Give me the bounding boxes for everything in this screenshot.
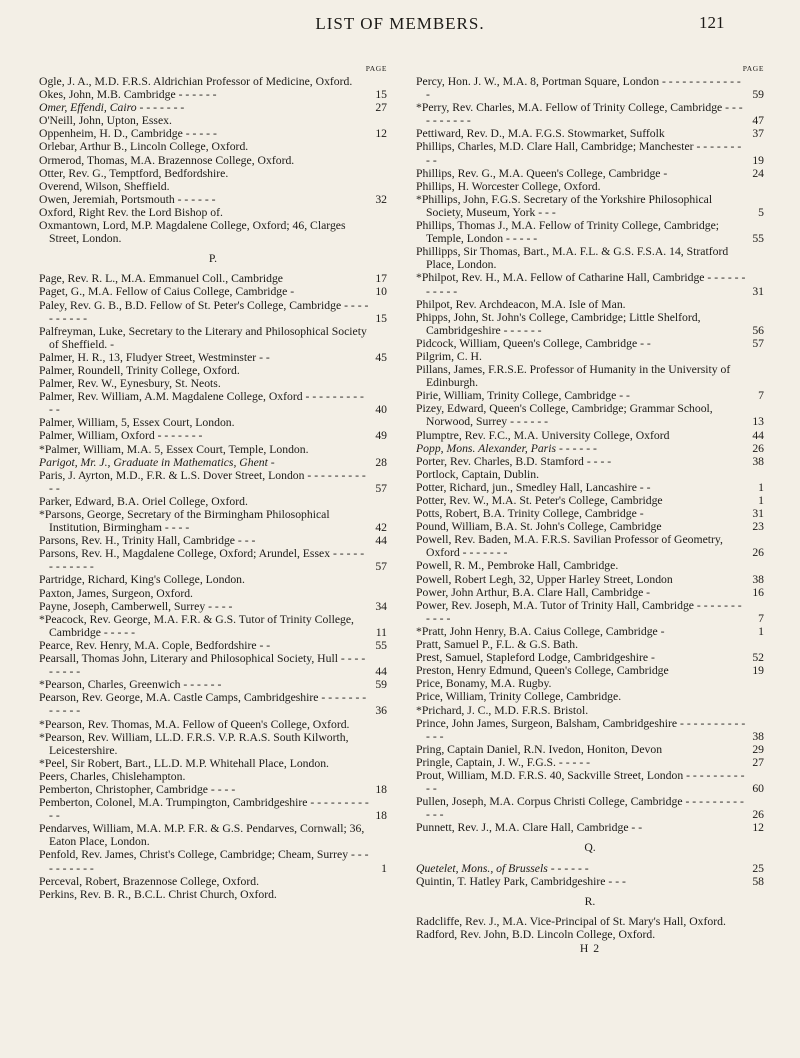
page-reference: 31 xyxy=(752,507,764,521)
page-reference: 44 xyxy=(375,534,387,548)
member-entry xyxy=(39,429,387,442)
member-name: Radford, Rev. John, B.D. Lincoln College, Oxford. xyxy=(416,927,656,941)
page-reference: 23 xyxy=(752,520,764,534)
member-name: Palmer, Roundell, Trinity College, Oxford. xyxy=(39,363,240,377)
page-reference: 40 xyxy=(375,403,387,417)
member-entry xyxy=(416,651,764,664)
member-name: Palmer, William, 5, Essex Court, London. xyxy=(39,416,235,430)
page-reference: 25 xyxy=(752,861,764,875)
member-entry xyxy=(39,822,387,848)
page-reference: 15 xyxy=(375,311,387,325)
page-reference: 12 xyxy=(752,821,764,835)
page-reference: 47 xyxy=(752,114,764,128)
member-entry xyxy=(39,140,387,153)
page-reference: 19 xyxy=(752,664,764,678)
member-name: Oppenheim, H. D., Cambridge - - - - - xyxy=(39,127,217,141)
page-reference: 7 xyxy=(758,389,764,403)
member-name: *Prichard, J. C., M.D. F.R.S. Bristol. xyxy=(416,703,589,717)
member-entry xyxy=(39,770,387,783)
member-name: Punnett, Rev. J., M.A. Clare Hall, Cambridge - - xyxy=(416,821,643,835)
member-name: Pemberton, Christopher, Cambridge - - - - xyxy=(39,782,236,796)
page-reference: 26 xyxy=(752,441,764,455)
section-letter: P. xyxy=(208,252,218,266)
member-name: Palmer, H. R., 13, Fludyer Street, Westminster - - xyxy=(39,350,270,364)
member-entry xyxy=(416,586,764,599)
member-name: Pendarves, William, M.A. M.P. F.R. & G.S. Pendarves, Cornwall; 36, Eaton Place, London. xyxy=(39,822,365,849)
member-entry xyxy=(416,337,764,350)
member-entry xyxy=(416,494,764,507)
member-entry xyxy=(39,587,387,600)
member-name: Ogle, J. A., M.D. F.R.S. Aldrichian Professor of Medicine, Oxford. xyxy=(39,75,353,88)
member-name: Orlebar, Arthur B., Lincoln College, Oxford. xyxy=(39,140,249,154)
page-reference: 18 xyxy=(375,782,387,796)
member-entry xyxy=(39,219,387,245)
member-entry xyxy=(416,507,764,520)
member-entry xyxy=(416,520,764,533)
member-name: Parigot, Mr. J., Graduate in Mathematics, Ghent - xyxy=(39,455,275,469)
member-name: Prince, John James, Surgeon, Balsham, Cambridgeshire - - - - - - - - - - - - - xyxy=(416,716,746,743)
member-entry xyxy=(416,625,764,638)
page-reference: 28 xyxy=(375,455,387,469)
member-entry xyxy=(416,638,764,651)
member-name: Parker, Edward, B.A. Oriel College, Oxford. xyxy=(39,494,248,508)
page-reference: 49 xyxy=(375,429,387,443)
member-entry xyxy=(416,75,764,101)
member-entry xyxy=(39,351,387,364)
page-reference: 56 xyxy=(752,323,764,337)
member-name: *Perry, Rev. Charles, M.A. Fellow of Trinity College, Cambridge - - - - - - - - - - xyxy=(416,101,743,128)
member-entry xyxy=(416,363,764,389)
member-entry xyxy=(416,599,764,625)
page-reference: 26 xyxy=(752,808,764,822)
page-reference: 10 xyxy=(375,285,387,299)
member-name: Pillans, James, F.R.S.E. Professor of Humanity in the University of Edinburgh. xyxy=(416,363,731,390)
member-entry xyxy=(39,783,387,796)
member-entry xyxy=(416,677,764,690)
member-name: Quintin, T. Hatley Park, Cambridgeshire - - - xyxy=(416,874,626,888)
member-entry xyxy=(416,442,764,455)
member-entry xyxy=(39,718,387,731)
member-name: Phillipps, Sir Thomas, Bart., M.A. F.L. & G.S. F.S.A. 14, Stratford Place, London. xyxy=(416,245,729,272)
member-entry xyxy=(39,495,387,508)
page-reference: 13 xyxy=(752,415,764,429)
member-entry xyxy=(416,533,764,559)
member-name: *Palmer, William, M.A. 5, Essex Court, Temple, London. xyxy=(39,442,309,456)
member-name: Philpot, Rev. Archdeacon, M.A. Isle of Man. xyxy=(416,297,626,311)
member-entry xyxy=(39,600,387,613)
member-entry xyxy=(39,848,387,874)
page-reference: 60 xyxy=(752,782,764,796)
member-name: Quetelet, Mons., of Brussels - - - - - - xyxy=(416,861,589,875)
member-entry xyxy=(39,193,387,206)
member-name: Phillips, Thomas J., M.A. Fellow of Trinity College, Cambridge; Temple, London - - - - - xyxy=(416,219,720,246)
member-entry xyxy=(39,508,387,534)
member-entry xyxy=(39,652,387,678)
member-name: *Pearson, Charles, Greenwich - - - - - - xyxy=(39,678,222,692)
member-name: Popp, Mons. Alexander, Paris - - - - - - xyxy=(416,441,597,455)
page-reference: 38 xyxy=(752,572,764,586)
member-entry xyxy=(416,756,764,769)
member-name: Perkins, Rev. B. R., B.C.L. Christ Church, Oxford. xyxy=(39,887,277,901)
member-name: Powell, Rev. Baden, M.A. F.R.S. Savilian Professor of Geometry, Oxford - - - - - - - xyxy=(416,533,723,560)
member-entry xyxy=(39,888,387,901)
member-name: Potter, Rev. W., M.A. St. Peter's College, Cambridge xyxy=(416,494,663,507)
page-reference: 19 xyxy=(752,153,764,167)
member-name: Otter, Rev. G., Temptford, Bedfordshire. xyxy=(39,166,229,180)
member-entry xyxy=(39,691,387,717)
member-entry xyxy=(416,704,764,717)
member-name: Okes, John, M.B. Cambridge - - - - - - xyxy=(39,88,217,102)
member-name: Potter, Richard, jun., Smedley Hall, Lancashire - - xyxy=(416,480,651,494)
member-entry xyxy=(416,350,764,363)
member-name: Palfreyman, Luke, Secretary to the Literary and Philosophical Society of Sheffield. - xyxy=(39,324,367,351)
member-entry xyxy=(416,271,764,297)
member-entry xyxy=(39,390,387,416)
page-reference: 17 xyxy=(375,272,387,286)
page-reference: 5 xyxy=(758,205,764,219)
member-entry xyxy=(39,757,387,770)
page-reference: 34 xyxy=(375,599,387,613)
page-reference: 15 xyxy=(375,88,387,102)
page-reference: 58 xyxy=(752,874,764,888)
member-entry xyxy=(416,875,764,888)
page-reference: 1 xyxy=(758,480,764,494)
member-name: Omer, Effendi, Cairo - - - - - - - xyxy=(39,101,185,115)
member-name: Perceval, Robert, Brazennose College, Oxford. xyxy=(39,874,260,888)
page-reference: 45 xyxy=(375,350,387,364)
page-reference: 1 xyxy=(758,624,764,638)
page-reference: 42 xyxy=(375,521,387,535)
member-entry xyxy=(39,377,387,390)
member-name: Paget, G., M.A. Fellow of Caius College, Cambridge - xyxy=(39,285,295,299)
member-entry xyxy=(416,455,764,468)
member-entry xyxy=(416,915,764,928)
member-name: Percy, Hon. J. W., M.A. 8, Portman Square, London - - - - - - - - - - - - - xyxy=(416,75,741,102)
page-reference: 12 xyxy=(375,127,387,141)
member-entry xyxy=(39,167,387,180)
member-name: *Philpot, Rev. H., M.A. Fellow of Catharine Hall, Cambridge - - - - - - - - - - - xyxy=(416,271,746,298)
page-reference: 24 xyxy=(752,166,764,180)
page-reference: 1 xyxy=(381,861,387,875)
member-entry xyxy=(416,769,764,795)
member-name: Ormerod, Thomas, M.A. Brazennose College, Oxford. xyxy=(39,153,295,167)
member-entry xyxy=(39,88,387,101)
page-header xyxy=(0,8,800,34)
page-reference: 11 xyxy=(375,625,387,639)
member-entry xyxy=(39,75,387,88)
member-entry xyxy=(39,639,387,652)
page-reference: 57 xyxy=(375,481,387,495)
member-name: Porter, Rev. Charles, B.D. Stamford - - - - xyxy=(416,454,612,468)
member-entry xyxy=(39,875,387,888)
member-name: Pearsall, Thomas John, Literary and Philosophical Society, Hull - - - - - - - - - xyxy=(39,652,366,679)
member-entry xyxy=(416,311,764,337)
member-name: Phillips, Charles, M.D. Clare Hall, Cambridge; Manchester - - - - - - - - - xyxy=(416,140,742,167)
member-name: Overend, Wilson, Sheffield. xyxy=(39,179,170,193)
page-reference: 57 xyxy=(752,336,764,350)
member-name: Pring, Captain Daniel, R.N. Ivedon, Honiton, Devon xyxy=(416,742,663,756)
page-reference: 59 xyxy=(375,678,387,692)
member-entry xyxy=(416,298,764,311)
member-name: Pirie, William, Trinity College, Cambridge - - xyxy=(416,389,630,403)
member-entry xyxy=(39,456,387,469)
member-name: *Peel, Sir Robert, Bart., LL.D. M.P. Whitehall Place, London. xyxy=(39,756,329,770)
member-name: Powell, R. M., Pembroke Hall, Cambridge. xyxy=(416,559,619,573)
page-reference: 55 xyxy=(375,638,387,652)
member-name: Paxton, James, Surgeon, Oxford. xyxy=(39,586,193,600)
member-entry xyxy=(416,140,764,166)
member-name: Pound, William, B.A. St. John's College, Cambridge xyxy=(416,520,662,534)
member-name: Oxford, Right Rev. the Lord Bishop of. xyxy=(39,205,223,219)
page-reference: 38 xyxy=(752,729,764,743)
member-entry xyxy=(39,573,387,586)
section-letter: R. xyxy=(584,894,596,908)
member-name: *Pearson, Rev. William, LL.D. F.R.S. V.P. R.A.S. South Kilworth, Leicestershire. xyxy=(39,730,349,757)
member-name: Prout, William, M.D. F.R.S. 40, Sackville Street, London - - - - - - - - - - - xyxy=(416,768,745,796)
member-name: Pearson, Rev. George, M.A. Castle Camps, Cambridgeshire - - - - - - - - - - - - xyxy=(39,691,367,718)
member-name: Phipps, John, St. John's College, Cambridge; Little Shelford, Cambridgeshire - - - - - - xyxy=(416,310,701,337)
member-name: Paley, Rev. G. B., B.D. Fellow of St. Peter's College, Cambridge - - - - - - - - - - xyxy=(39,298,369,325)
member-name: *Phillips, John, F.G.S. Secretary of the Yorkshire Philosophical Society, Museum, York - - - xyxy=(416,192,713,219)
member-entry xyxy=(416,664,764,677)
member-entry xyxy=(39,325,387,351)
member-name: *Parsons, George, Secretary of the Birmingham Philosophical Institution, Birmingham - - - - xyxy=(39,508,330,535)
member-name: *Pratt, John Henry, B.A. Caius College, Cambridge - xyxy=(416,624,665,638)
member-name: Pizey, Edward, Queen's College, Cambridge; Grammar School, Norwood, Surrey - - - - - - xyxy=(416,402,713,429)
member-name: Owen, Jeremiah, Portsmouth - - - - - - xyxy=(39,192,216,206)
member-entry xyxy=(39,272,387,285)
page-reference: 37 xyxy=(752,127,764,141)
member-name: Parsons, Rev. H., Trinity Hall, Cambridge - - - xyxy=(39,534,256,548)
member-name: Palmer, Rev. William, A.M. Magdalene College, Oxford - - - - - - - - - - - xyxy=(39,390,364,417)
page-reference: 7 xyxy=(758,611,764,625)
member-entry xyxy=(416,429,764,442)
member-name: Pringle, Captain, J. W., F.G.S. - - - - - xyxy=(416,755,591,769)
page-reference: 57 xyxy=(375,560,387,574)
member-entry xyxy=(416,468,764,481)
member-entry xyxy=(39,796,387,822)
member-name: *Peacock, Rev. George, M.A. F.R. & G.S. Tutor of Trinity College, Cambridge - - - - - xyxy=(39,612,354,639)
member-name: Pemberton, Colonel, M.A. Trumpington, Cambridgeshire - - - - - - - - - - - xyxy=(39,796,369,823)
member-entry xyxy=(416,402,764,428)
member-entry xyxy=(416,821,764,834)
signature-mark: H 2 xyxy=(579,942,601,955)
member-entry xyxy=(416,795,764,821)
member-name: Portlock, Captain, Dublin. xyxy=(416,467,540,481)
member-entry xyxy=(416,127,764,140)
page-reference: 26 xyxy=(752,546,764,560)
page-number: 121 xyxy=(699,13,725,32)
member-entry xyxy=(39,127,387,140)
member-name: Phillips, H. Worcester College, Oxford. xyxy=(416,179,601,193)
page-reference: 16 xyxy=(752,585,764,599)
page-reference: 27 xyxy=(752,755,764,769)
page-reference: 38 xyxy=(752,454,764,468)
left-column xyxy=(39,64,387,901)
member-entry xyxy=(39,180,387,193)
member-entry xyxy=(39,443,387,456)
member-entry xyxy=(39,534,387,547)
member-entry xyxy=(39,364,387,377)
member-entry xyxy=(39,285,387,298)
member-name: Phillips, Rev. G., M.A. Queen's College, Cambridge - xyxy=(416,166,668,180)
member-name: Penfold, Rev. James, Christ's College, Cambridge; Cheam, Surrey - - - - - - - - - - xyxy=(39,848,369,875)
member-name: Pidcock, William, Queen's College, Cambridge - - xyxy=(416,336,651,350)
member-name: Prest, Samuel, Stapleford Lodge, Cambridgeshire - xyxy=(416,651,655,665)
member-entry xyxy=(39,114,387,127)
member-name: Radcliffe, Rev. J., M.A. Vice-Principal of St. Mary's Hall, Oxford. xyxy=(416,914,726,928)
member-entry xyxy=(39,206,387,219)
member-name: Plumptre, Rev. F.C., M.A. University College, Oxford xyxy=(416,428,670,442)
member-name: Price, Bonamy, M.A. Rugby. xyxy=(416,677,552,691)
member-entry xyxy=(39,416,387,429)
member-name: Powell, Robert Legh, 32, Upper Harley Street, London xyxy=(416,572,673,586)
page-reference: 36 xyxy=(375,704,387,718)
member-name: Pettiward, Rev. D., M.A. F.G.S. Stowmarket, Suffolk xyxy=(416,127,665,141)
page-reference: 44 xyxy=(375,665,387,679)
member-entry xyxy=(416,559,764,572)
member-entry xyxy=(39,101,387,114)
member-name: Potts, Robert, B.A. Trinity College, Cambridge - xyxy=(416,507,644,521)
member-entry xyxy=(39,613,387,639)
member-entry xyxy=(416,219,764,245)
member-entry xyxy=(416,193,764,219)
page-reference: 29 xyxy=(752,742,764,756)
member-entry xyxy=(416,717,764,743)
member-entry xyxy=(39,299,387,325)
member-entry xyxy=(416,389,764,402)
member-name: Page, Rev. R. L., M.A. Emmanuel Coll., Cambridge xyxy=(39,272,283,286)
member-name: Power, John Arthur, B.A. Clare Hall, Cambridge - xyxy=(416,585,651,599)
page-reference: 18 xyxy=(375,809,387,823)
member-entry xyxy=(416,481,764,494)
member-name: Price, William, Trinity College, Cambridge. xyxy=(416,690,622,704)
member-name: Power, Rev. Joseph, M.A. Tutor of Trinity Hall, Cambridge - - - - - - - - - - - xyxy=(416,598,742,625)
member-name: Palmer, William, Oxford - - - - - - - xyxy=(39,429,203,443)
member-name: Partridge, Richard, King's College, London. xyxy=(39,573,245,587)
member-entry xyxy=(39,731,387,757)
member-entry xyxy=(39,547,387,573)
member-name: Peers, Charles, Chislehampton. xyxy=(39,769,186,783)
member-name: Paris, J. Ayrton, M.D., F.R. & L.S. Dover Street, London - - - - - - - - - - - xyxy=(39,468,366,495)
member-name: O'Neill, John, Upton, Essex. xyxy=(39,114,172,128)
member-entry xyxy=(39,469,387,495)
right-column xyxy=(416,64,764,955)
page-reference: 52 xyxy=(752,651,764,665)
member-name: Oxmantown, Lord, M.P. Magdalene College, Oxford; 46, Clarges Street, London. xyxy=(39,219,346,246)
member-entry xyxy=(416,928,764,941)
member-entry xyxy=(416,573,764,586)
page-reference: 27 xyxy=(375,101,387,115)
page-reference: 59 xyxy=(752,88,764,102)
member-name: Pratt, Samuel P., F.L. & G.S. Bath. xyxy=(416,638,579,652)
page-reference: 55 xyxy=(752,232,764,246)
page-reference: 1 xyxy=(758,494,764,507)
member-name: Palmer, Rev. W., Eynesbury, St. Neots. xyxy=(39,377,221,391)
member-name: Parsons, Rev. H., Magdalene College, Oxford; Arundel, Essex - - - - - - - - - - - - xyxy=(39,547,365,574)
page-reference: 44 xyxy=(752,428,764,442)
page-reference: 31 xyxy=(752,284,764,298)
member-entry xyxy=(416,245,764,271)
member-entry xyxy=(416,743,764,756)
member-entry xyxy=(416,101,764,127)
page-column-label: PAGE xyxy=(742,64,764,73)
page-reference: 32 xyxy=(375,192,387,206)
page-column-label: PAGE xyxy=(365,64,387,73)
member-entry xyxy=(416,690,764,703)
member-name: Pilgrim, C. H. xyxy=(416,349,482,363)
member-name: *Pearson, Rev. Thomas, M.A. Fellow of Queen's College, Oxford. xyxy=(39,717,350,731)
running-title: LIST OF MEMBERS. xyxy=(315,14,485,33)
member-name: Pullen, Joseph, M.A. Corpus Christi College, Cambridge - - - - - - - - - - - - xyxy=(416,795,744,822)
member-name: Pearce, Rev. Henry, M.A. Cople, Bedfordshire - - xyxy=(39,638,271,652)
member-entry xyxy=(39,678,387,691)
member-entry xyxy=(416,862,764,875)
section-letter: Q. xyxy=(584,841,596,855)
member-entry xyxy=(416,180,764,193)
member-entry xyxy=(416,167,764,180)
member-name: Preston, Henry Edmund, Queen's College, Cambridge xyxy=(416,664,669,678)
member-name: Payne, Joseph, Camberwell, Surrey - - - - xyxy=(39,599,233,613)
member-entry xyxy=(39,154,387,167)
